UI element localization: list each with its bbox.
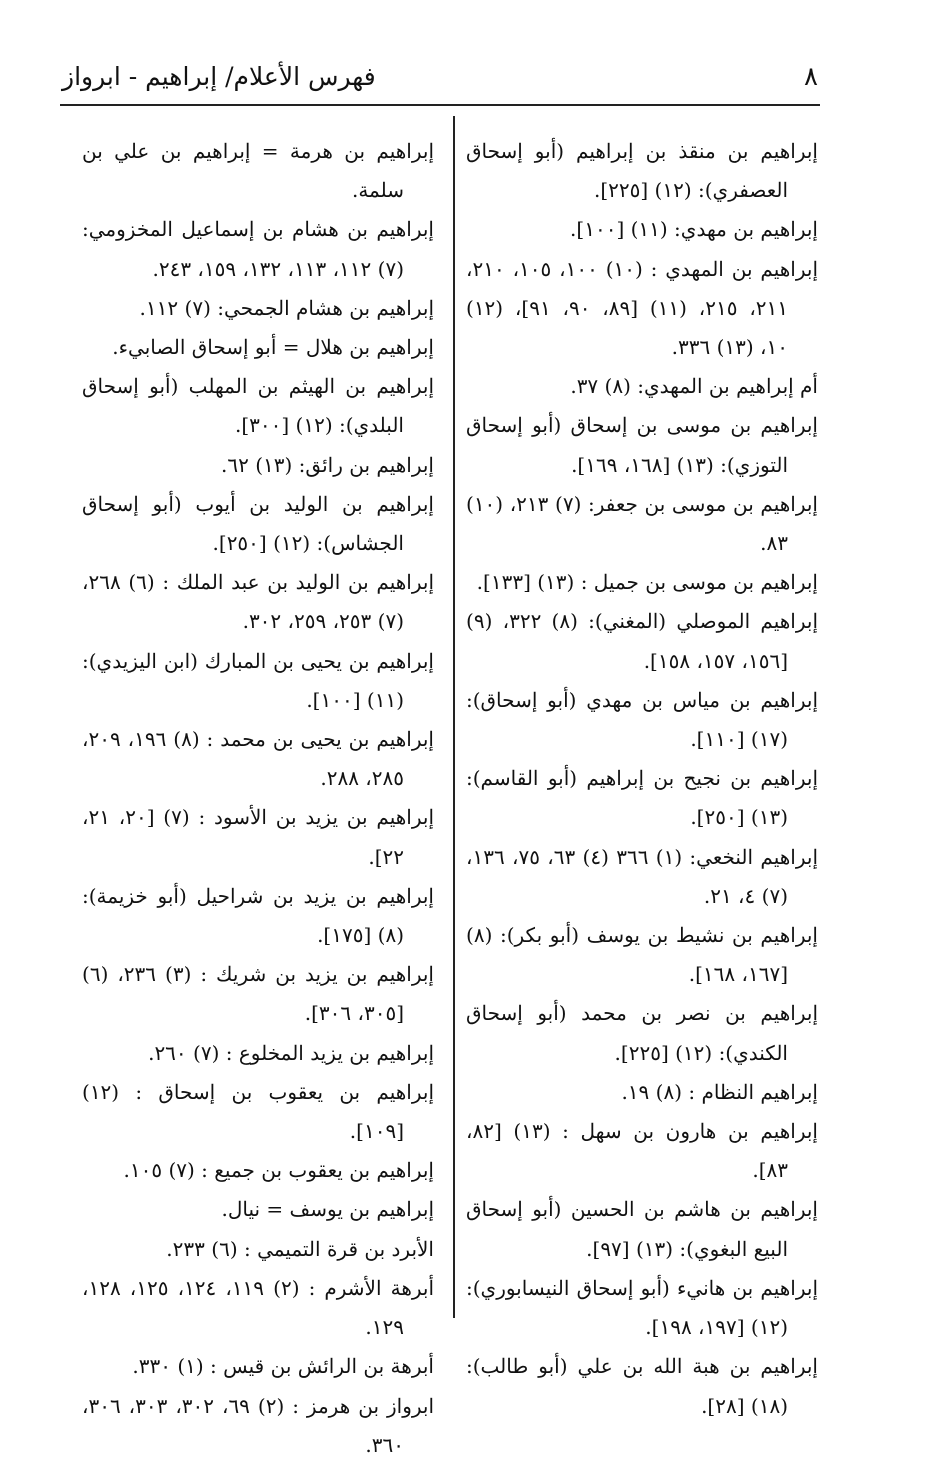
index-entry: إبراهيم الموصلي (المغني): (٨) ٣٢٢، (٩) [١٥٦، ١٥٧، ١٥٨]. [466, 609, 818, 673]
index-entry: إبراهيم بن موسى بن جميل : (١٣) [١٣٣]. [476, 570, 818, 595]
index-entry: إبراهيم بن مياس بن مهدي (أبو إسحاق): (١٧) [١١٠]. [466, 687, 818, 752]
index-entry: إبراهيم بن يعقوب بن إسحاق : (١٢) [١٠٩]. [82, 1079, 434, 1144]
index-entry: إبراهيم بن يزيد بن شريك : (٣) ٢٣٦، (٦) [٣٠٥، ٣٠٦]. [82, 962, 434, 1026]
index-entry: إبراهيم بن المهدي : (١٠) ١٠٠، ١٠٥، ٢١٠، ٢١١، ٢١٥، (١١) [٨٩، ٩٠، ٩١]، (١٢) ١٠، (١٣) ٣٣٦. [466, 256, 819, 360]
index-entry: إبراهيم بن يزيد بن شراحيل (أبو خزيمة): (٨) [١٧٥]. [82, 883, 434, 948]
index-entry: إبراهيم بن الهيثم بن المهلب (أبو إسحاق البلدي): (١٢) [٣٠٠]. [82, 374, 434, 438]
running-title: فهرس الأعلام/ إبراهيم - ابرواز [62, 62, 376, 91]
index-entry: إبراهيم بن هاشم بن الحسين (أبو إسحاق البيع البغوي): (١٣) [٩٧]. [466, 1197, 818, 1261]
index-entry: إبراهيم بن هشام بن إسماعيل المخزومي: (٧) ١١٢، ١١٣، ١٣٢، ١٥٩، ٢٤٣. [82, 217, 434, 281]
column-divider [453, 116, 455, 1318]
index-entry: إبراهيم بن الوليد بن أيوب (أبو إسحاق الجشاس): (١٢) [٢٥٠]. [82, 491, 434, 556]
index-entry: إبراهيم بن هانيء (أبو إسحاق النيسابوري): (١٢) [١٩٧، ١٩٨]. [466, 1275, 818, 1340]
index-entry: إبراهيم بن الوليد بن عبد الملك : (٦) ٢٦٨، (٧) ٢٥٣، ٢٥٩، ٣٠٢. [82, 570, 434, 634]
index-entry: إبراهيم بن هرمة = إبراهيم بن علي بن سلمة. [82, 139, 434, 203]
index-entry: إبراهيم النخعي: (١) ٣٦٦ (٤) ٦٣، ٧٥، ١٣٦، (٧) ٤، ٢١. [466, 844, 818, 908]
index-entry: إبراهيم بن يعقوب بن جميع : (٧) ١٠٥. [123, 1158, 434, 1183]
index-entry: إبراهيم بن هبة الله بن علي (أبو طالب): (١٨) [٢٨]. [466, 1354, 818, 1418]
right-column [466, 132, 818, 1426]
index-entry: إبراهيم بن موسى بن إسحاق (أبو إسحاق التوزي): (١٣) [١٦٨، ١٦٩]. [466, 413, 818, 477]
index-entry: إبراهيم بن رائق: (١٣) ٦٢. [221, 452, 434, 477]
index-entry: إبراهيم بن مهدي: (١١) [١٠٠]. [570, 217, 818, 242]
index-entry: إبراهيم بن يوسف = نيال. [221, 1197, 434, 1222]
index-entry: أبرهة بن الرائش بن قيس : (١) ٣٣٠. [132, 1354, 434, 1379]
index-entry: إبراهيم بن هلال = أبو إسحاق الصابيء. [112, 335, 434, 360]
index-entry: إبراهيم بن نجيح بن إبراهيم (أبو القاسم): (١٣) [٢٥٠]. [466, 766, 818, 830]
page-header [60, 58, 820, 100]
index-entry: إبراهيم بن منقذ بن إبراهيم (أبو إسحاق العصفري): (١٢) [٢٢٥]. [466, 139, 818, 203]
index-entry: ابرواز بن هرمز : (٢) ٦٩، ٣٠٢، ٣٠٣، ٣٠٦، ٣٦٠. [82, 1393, 435, 1457]
index-entry: إبراهيم بن هشام الجمحي: (٧) ١١٢. [139, 295, 434, 320]
header-rule [60, 104, 820, 106]
index-entry: إبراهيم بن يزيد بن الأسود : (٧) [٢٠، ٢١، ٢٢]. [82, 805, 435, 869]
page-number: ٨ [804, 62, 818, 92]
index-entry: إبراهيم بن يحيى بن المبارك (ابن اليزيدي): (١١) [١٠٠]. [82, 648, 434, 712]
index-entry: إبراهيم بن نصر بن محمد (أبو إسحاق الكندي): (١٢) [٢٢٥]. [466, 1001, 818, 1065]
index-entry: إبراهيم بن يحيى بن محمد : (٨) ١٩٦، ٢٠٩، ٢٨٥، ٢٨٨. [82, 727, 434, 791]
left-column [82, 132, 434, 1465]
index-entry: إبراهيم بن هارون بن سهل : (١٣) [٨٢، ٨٣]. [466, 1119, 818, 1183]
index-entry: أبرهة الأشرم : (٢) ١١٩، ١٢٤، ١٢٥، ١٢٨، ١٢٩. [82, 1275, 435, 1340]
index-entry: إبراهيم النظام : (٨) ١٩. [621, 1079, 818, 1104]
index-entry: إبراهيم بن موسى بن جعفر: (٧) ٢١٣، (١٠) ٨٣. [466, 491, 818, 556]
index-entry: أم إبراهيم بن المهدي: (٨) ٣٧. [570, 374, 818, 399]
index-entry: إبراهيم بن يزيد المخلوع : (٧) ٢٦٠. [148, 1040, 434, 1065]
index-entry: إبراهيم بن نشيط بن يوسف (أبو بكر): (٨) [١٦٧، ١٦٨]. [466, 923, 818, 987]
index-entry: الأبرد بن قرة التميمي : (٦) ٢٣٣. [166, 1236, 434, 1261]
